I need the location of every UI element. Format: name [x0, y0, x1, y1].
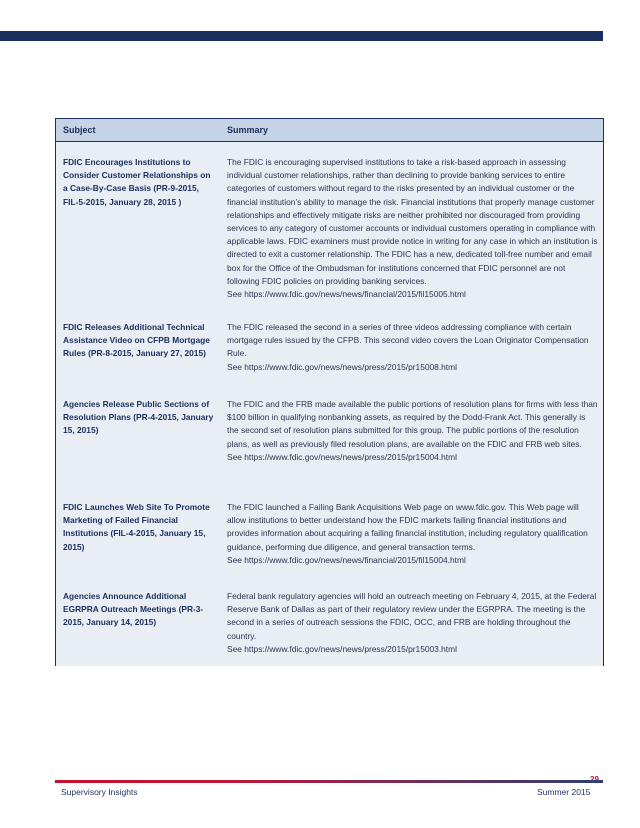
- row-summary: [227, 501, 599, 567]
- top-banner-bar: [0, 31, 603, 41]
- summary-text: The FDIC released the second in a series of three videos addressing compliance with certain mortgage rules issued by the CFPB. This second video covers the Loan Originator Compensation Rule.: [227, 322, 589, 359]
- summary-text: The FDIC launched a Failing Bank Acquisitions Web page on www.fdic.gov. This Web page will allow institutions to better understand how the FDIC markets failing financial institutions and provides information about acquiring a failing financial institution, including regulatory qualification guidance, performing due diligence, and general transaction terms.: [227, 502, 588, 552]
- row-subject: FDIC Releases Additional Technical Assistance Video on CFPB Mortgage Rules (PR-8-2015, January 27, 2015): [63, 322, 210, 359]
- summary-link[interactable]: See https://www.fdic.gov/news/news/financial/2015/fil15005.html: [227, 289, 466, 300]
- row-summary: [227, 398, 599, 464]
- issue-date: Summer 2015: [537, 787, 591, 797]
- publication-title: Supervisory Insights: [61, 787, 138, 797]
- row-subject: FDIC Encourages Institutions to Consider Customer Relationships on a Case-By-Case Basis (PR-9-2015, FIL-5-2015, January 28, 2015 ): [63, 157, 211, 207]
- summary-link[interactable]: See https://www.fdic.gov/news/news/press/2015/pr15008.html: [227, 361, 457, 372]
- row-summary: [227, 156, 599, 301]
- row-subject: Agencies Announce Additional EGRPRA Outreach Meetings (PR-3-2015, January 14, 2015): [63, 591, 204, 628]
- row-summary: [227, 590, 599, 656]
- news-table: [55, 118, 604, 666]
- table-header: [56, 118, 603, 142]
- header-summary: Summary: [227, 125, 269, 135]
- summary-text: The FDIC and the FRB made available the public portions of resolution plans for firms with less than $100 billion in qualifying nonbanking assets, as required by the Dodd-Frank Act. This generally is the second set of resolution plans submitted for this group. The public portions of the resolution plans, as well as previously filed resolution plans, are available on the FDIC and FRB web sites.: [227, 399, 598, 449]
- summary-text: Federal bank regulatory agencies will hold an outreach meeting on February 4, 2015, at the Federal Reserve Bank of Dallas as part of their regulatory review under the EGRPRA. The meeting is the second in a series of outreach sessions the FDIC, OCC, and FRB are holding throughout the country.: [227, 591, 597, 641]
- row-subject: Agencies Release Public Sections of Resolution Plans (PR-4-2015, January 15, 2015): [63, 399, 214, 436]
- header-subject: Subject: [63, 125, 96, 135]
- summary-link[interactable]: See https://www.fdic.gov/news/news/press/2015/pr15004.html: [227, 451, 457, 462]
- row-subject: FDIC Launches Web Site To Promote Marketing of Failed Financial Institutions (FIL-4-2015, January 15, 2015): [63, 502, 210, 552]
- footer-rule: [55, 780, 603, 783]
- row-summary: [227, 321, 599, 374]
- summary-link[interactable]: See https://www.fdic.gov/news/news/financial/2015/fil15004.html: [227, 554, 466, 565]
- page-number: 29: [590, 775, 599, 784]
- summary-link[interactable]: See https://www.fdic.gov/news/news/press/2015/pr15003.html: [227, 643, 457, 654]
- summary-text: The FDIC is encouraging supervised institutions to take a risk-based approach in assessing individual customer relationships, rather than declining to provide banking services to entire categories of customers without regard to the risks presented by an individual customer or the financial institution’s ability to manage the risk. Financial institutions that properly manage customer relationships and effectively mitigate risks are neither prohibited nor discouraged from providing services to any category of customer accounts or individual customers operating in compliance with applicable laws. FDIC examiners must provide notice in writing for any case in which an institution is directed to exit a customer relationship. The FDIC has a new, dedicated toll-free number and email box for the Office of the Ombudsman for institutions concerned that FDIC personnel are not following FDIC policies on providing banking services.: [227, 157, 598, 286]
